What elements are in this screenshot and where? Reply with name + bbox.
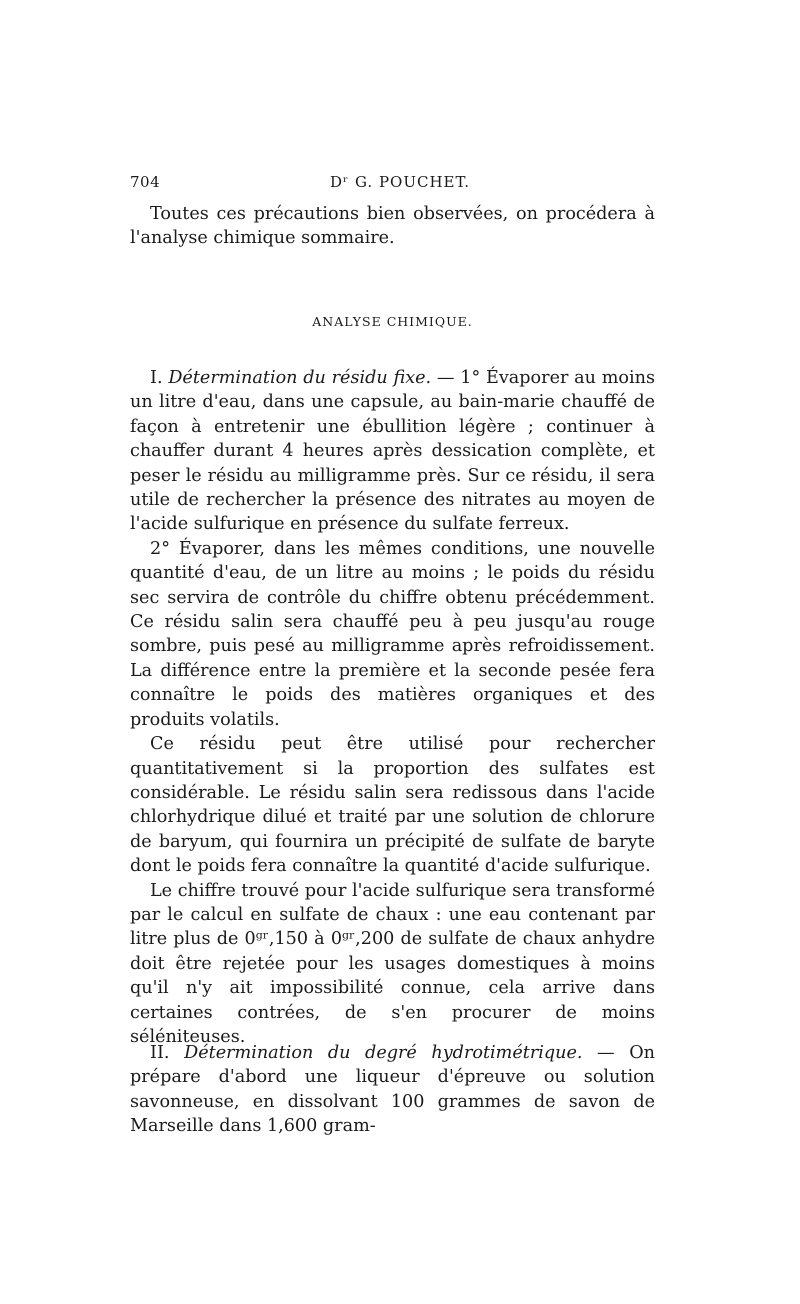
part-two-block [130, 1041, 655, 1139]
part-two-number: II. [150, 1043, 170, 1063]
part-one-dash: — [431, 368, 461, 388]
intro-paragraph: Toutes ces précautions bien observées, on procédera à l'analyse chimique sommaire. [130, 204, 655, 249]
part-one-paragraph-3: Ce résidu peut être utilisé pour rechercher quantitativement si la proportion des sulfates est considérable. Le résidu salin sera redissous dans l'acide chlorhydrique dilué et traité par une solution de chlorure de baryum, qui fournira un précipité de sulfate de baryte dont le poids fera connaître la quantité d'acide sulfurique. [130, 734, 655, 877]
part-two-heading: Détermination du degré hydrotimétrique. [184, 1043, 583, 1063]
part-one-heading: Détermination du résidu fixe. [168, 368, 432, 388]
part-two-dash: — [582, 1043, 630, 1063]
part-one-block [130, 366, 655, 1049]
part-two-text: On prépare d'abord une liqueur d'épreuve ou solution savonneuse, en dissolvant 100 grammes de savon de Marseille dans 1,600 gram- [130, 1043, 656, 1137]
part-one-paragraph-4: Le chiffre trouvé pour l'acide sulfurique sera transformé par le calcul en sulfate de chaux : une eau contenant par litre plus de 0ᵍʳ,150 à 0ᵍʳ,200 de sulfate de chaux anhydre doit être rejetée pour les usages domestiques à moins qu'il n'y ait impossibilité connue, cela arrive dans certaines contrées, de s'en procurer de moins séléniteuses. [130, 880, 655, 1047]
part-one-paragraph-1 [130, 366, 655, 537]
intro-block [130, 202, 655, 251]
section-title: ANALYSE CHIMIQUE. [312, 314, 473, 329]
part-one-text-1: 1° Évaporer au moins un litre d'eau, dans une capsule, au bain-marie chauffé de façon à entretenir une ébullition légère ; continuer à chauffer durant 4 heures après dessication complète, et peser le résidu au milligramme près. Sur ce résidu, il sera utile de rechercher la présence des nitrates au moyen de l'acide sulfurique en présence du sulfate ferreux. [130, 368, 656, 535]
running-title: Dʳ G. POUCHET. [329, 173, 471, 191]
part-two-paragraph [130, 1041, 655, 1139]
running-head [130, 173, 670, 195]
page-number: 704 [130, 173, 161, 191]
part-one-paragraph-2: 2° Évaporer, dans les mêmes conditions, une nouvelle quantité d'eau, de un litre au moins ; le poids du résidu sec servira de contrôle du chiffre obtenu précédemment. Ce résidu salin sera chauffé peu à peu jusqu'au rouge sombre, puis pesé au milligramme après refroidissement. La différence entre la première et la seconde pesée fera connaître le poids des matières organiques et des produits volatils. [130, 538, 655, 730]
part-one-number: I. [150, 368, 163, 388]
